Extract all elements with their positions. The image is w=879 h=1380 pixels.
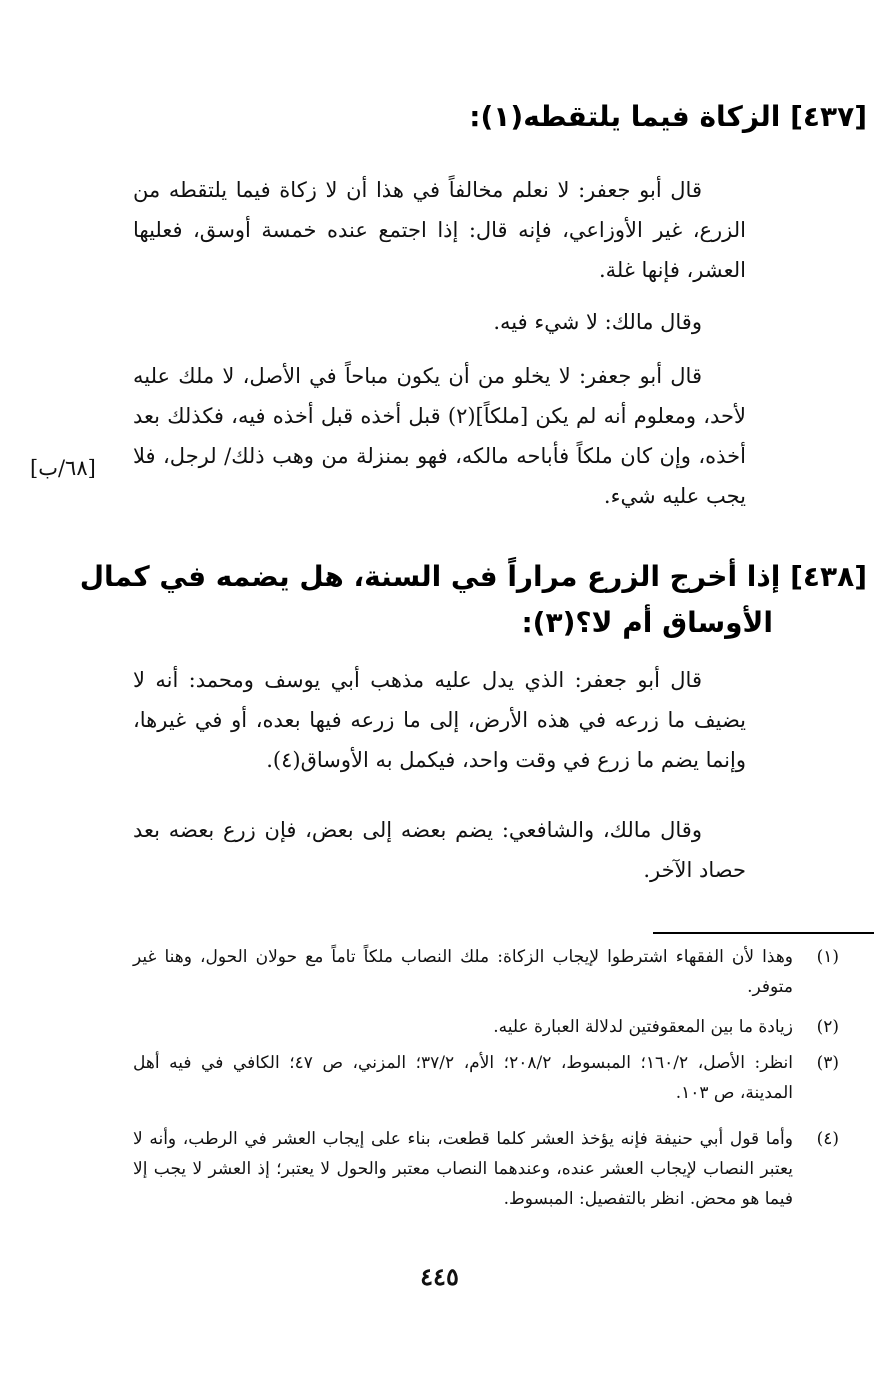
- footnote-1-text: وهذا لأن الفقهاء اشترطوا لإيجاب الزكاة: ملك النصاب ملكاً تاماً مع حولان الحول، وهنا غير متوفر.: [133, 947, 793, 997]
- section-438-paragraph-2: وقال مالك، والشافعي: يضم بعضه إلى بعض، فإن زرع بعضه بعد حصاد الآخر.: [133, 818, 746, 882]
- section-438-heading-line-2: الأوساق أم لا؟(٣):: [521, 606, 773, 639]
- footnote-3: [133, 1048, 839, 1108]
- section-438-paragraph-1: قال أبو جعفر: الذي يدل عليه مذهب أبي يوسف ومحمد: أنه لا يضيف ما زرعه في هذه الأرض، إلى ما زرعه فيها بعده، أو في غيرها، وإنما يضم ما زرع في وقت واحد، فيكمل به الأوساق(٤).: [133, 668, 746, 772]
- footnote-3-number: (٣): [816, 1053, 839, 1073]
- section-438-heading-line-1: [٤٣٨] إذا أخرج الزرع مراراً في السنة، هل يضمه في كمال: [79, 560, 867, 593]
- footnote-separator: [653, 932, 874, 934]
- section-437-heading: [٤٣٧] الزكاة فيما يلتقطه(١):: [469, 100, 867, 133]
- section-437-paragraph-1: قال أبو جعفر: لا نعلم مخالفاً في هذا أن لا زكاة فيما يلتقطه من الزرع، غير الأوزاعي، فإنه قال: إذا اجتمع عنده خمسة أوسق، فعليها العشر، فإنها غلة.: [133, 178, 746, 282]
- footnote-1: [133, 942, 839, 1002]
- page-number: ٤٤٥: [420, 1262, 459, 1291]
- footnote-2: [133, 1012, 839, 1042]
- footnote-4-number: (٤): [816, 1129, 839, 1149]
- section-437-paragraph-2: وقال مالك: لا شيء فيه.: [493, 310, 702, 334]
- footnote-3-text: انظر: الأصل، ١٦٠/٢؛ المبسوط، ٢٠٨/٢؛ الأم، ٣٧/٢؛ المزني، ص ٤٧؛ الكافي في فيه أهل المدينة، ص ١٠٣.: [133, 1053, 794, 1103]
- section-437-paragraph-3: قال أبو جعفر: لا يخلو من أن يكون مباحاً في الأصل، لا ملك عليه لأحد، ومعلوم أنه لم يكن [ملكاً](٢) قبل أخذه قبل أخذه فيه، فكذلك بعد أخذه، وإن كان ملكاً فأباحه مالكه، فهو بمنزلة من وهب ذلك/ لرجل، فلا يجب عليه شيء.: [133, 364, 747, 508]
- footnote-4-text: وأما قول أبي حنيفة فإنه يؤخذ العشر كلما قطعت، بناء على إيجاب العشر في الرطب، وأنه لا يعتبر النصاب لإيجاب العشر عنده، وعندهما النصاب معتبر والحول لا يعتبر؛ إذ العشر لا يجب إلا فيما هو محض. انظر بالتفصيل: المبسوط.: [133, 1129, 793, 1209]
- margin-folio-note: [٦٨/ب]: [30, 456, 96, 480]
- footnote-1-number: (١): [816, 947, 839, 967]
- footnote-2-number: (٢): [816, 1017, 839, 1037]
- footnote-2-text: زيادة ما بين المعقوفتين لدلالة العبارة عليه.: [493, 1017, 793, 1037]
- footnote-4: [133, 1124, 839, 1214]
